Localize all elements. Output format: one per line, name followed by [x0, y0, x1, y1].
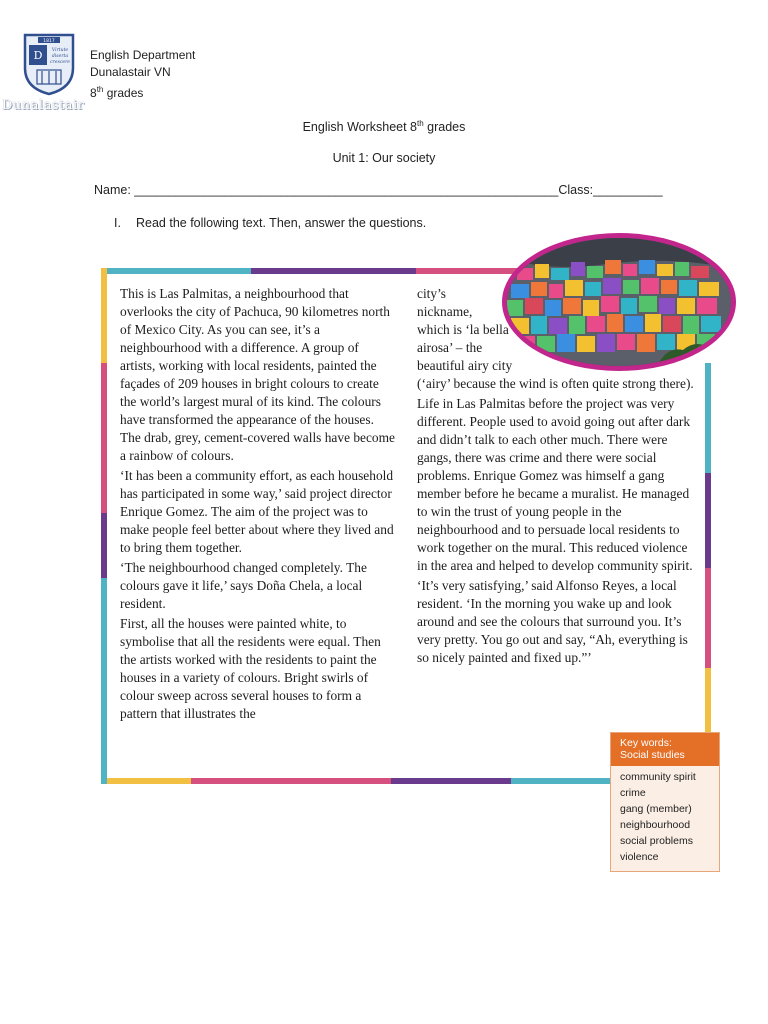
svg-text:D: D — [33, 49, 43, 62]
article-left-column — [120, 285, 395, 725]
keyword-item: crime — [620, 787, 646, 799]
key-words-header — [611, 733, 719, 766]
article-paragraph: Life in Las Palmitas before the project was very different. People used to avoid going out after dark and didn’t talk to each other much. There were gangs, there was crime and there were social problems. Enrique Gomez was himself a gang member before he became a muralist. He managed to win the trust of young people in the neighbourhood and to persuade local residents to work together on the mural. This reduced violence in the area and helped to develop community spirit. — [417, 396, 693, 573]
school-wordmark: Dunalastair — [2, 98, 85, 113]
frame-left-teal — [101, 578, 107, 784]
frame-top-purple — [251, 268, 416, 274]
article-paragraph: This is Las Palmitas, a neighbourhood that overlooks the city of Pachuca, 90 kilometres north of Mexico City. As you can see, it’s a neighbourhood with a difference. A group of artists, working with local residents, painted the façades of 209 houses in bright colours to create the world’s largest mural of its kind. The colours have transformed the appearance of the houses. The drab, grey, cement-covered walls have become a rainbow of colours. — [120, 286, 395, 463]
frame-right-pink — [705, 568, 711, 668]
department-name: English Department — [90, 48, 196, 62]
frame-bottom-yellow — [101, 778, 191, 784]
frame-bottom-teal — [511, 778, 621, 784]
frame-right-teal — [705, 363, 711, 473]
keyword-item: social problems — [620, 835, 693, 847]
article-wrap-line: airosa’ – the — [417, 340, 483, 355]
article-wrap-line: beautiful airy city — [417, 358, 513, 373]
frame-bottom-pink — [191, 778, 391, 784]
article-wrap-line: which is ‘la bella — [417, 322, 509, 337]
name-class-line[interactable]: Name: _____________________________________________________________Class:__________ — [94, 183, 663, 197]
grade-label: 8th grades — [90, 85, 144, 100]
frame-right-yellow — [705, 668, 711, 738]
keyword-item: community spirit — [620, 771, 696, 783]
frame-left-yellow — [101, 268, 107, 363]
key-words-subject: Social studies — [620, 749, 685, 761]
article-wrap-line: nickname, — [417, 304, 473, 319]
frame-right-purple — [705, 473, 711, 568]
school-crest-logo — [22, 32, 76, 96]
instruction-text: Read the following text. Then, answer the questions. — [136, 216, 427, 230]
frame-left-pink — [101, 363, 107, 513]
article-paragraph: First, all the houses were painted white, to symbolise that all the residents were equal. Then the artists worked with the residents to paint the houses in a variety of colours. Bright swirls of colour sweep across several houses to form a pattern that illustrates the — [120, 616, 381, 721]
key-words-box — [610, 732, 720, 872]
frame-bottom-purple — [391, 778, 511, 784]
article-paragraph: ‘It’s very satisfying,’ said Alfonso Reyes, a local resident. ‘In the morning you wake up and look around and see the colours that surround you. It’s very pretty. You go out and say, “Ah, everything is so nicely painted and fixed up.”’ — [417, 578, 688, 665]
article-paragraph: ‘The neighbourhood changed completely. The colours gave it life,’ says Doña Chela, a local resident. — [120, 560, 367, 611]
key-words-list — [611, 766, 719, 865]
svg-text:diserta: diserta — [51, 54, 69, 59]
school-name: Dunalastair VN — [90, 65, 171, 79]
article-paragraph: ‘It has been a community effort, as each household has participated in some way,’ said project director Enrique Gomez. The aim of the project was to make people feel better about where they lived and to bring them together. — [120, 468, 394, 555]
svg-text:Virtute: Virtute — [51, 48, 69, 53]
svg-text:1817: 1817 — [43, 39, 55, 44]
article-wrap-line: city’s — [417, 286, 447, 301]
frame-left-purple — [101, 513, 107, 578]
las-palmitas-photo — [502, 233, 736, 371]
keyword-item: violence — [620, 851, 659, 863]
svg-text:crescere: crescere — [49, 60, 71, 65]
instruction-number: I. — [114, 216, 121, 230]
instruction — [114, 216, 426, 230]
frame-top-teal — [101, 268, 251, 274]
key-words-heading: Key words: — [620, 737, 672, 749]
article-paragraph: (‘airy’ because the wind is often quite strong there). — [417, 376, 694, 391]
unit-subtitle: Unit 1: Our society — [332, 151, 436, 165]
keyword-item: neighbourhood — [620, 819, 691, 831]
keyword-item: gang (member) — [620, 803, 692, 815]
worksheet-title: English Worksheet 8th grades — [302, 119, 466, 135]
department-info — [90, 47, 195, 102]
